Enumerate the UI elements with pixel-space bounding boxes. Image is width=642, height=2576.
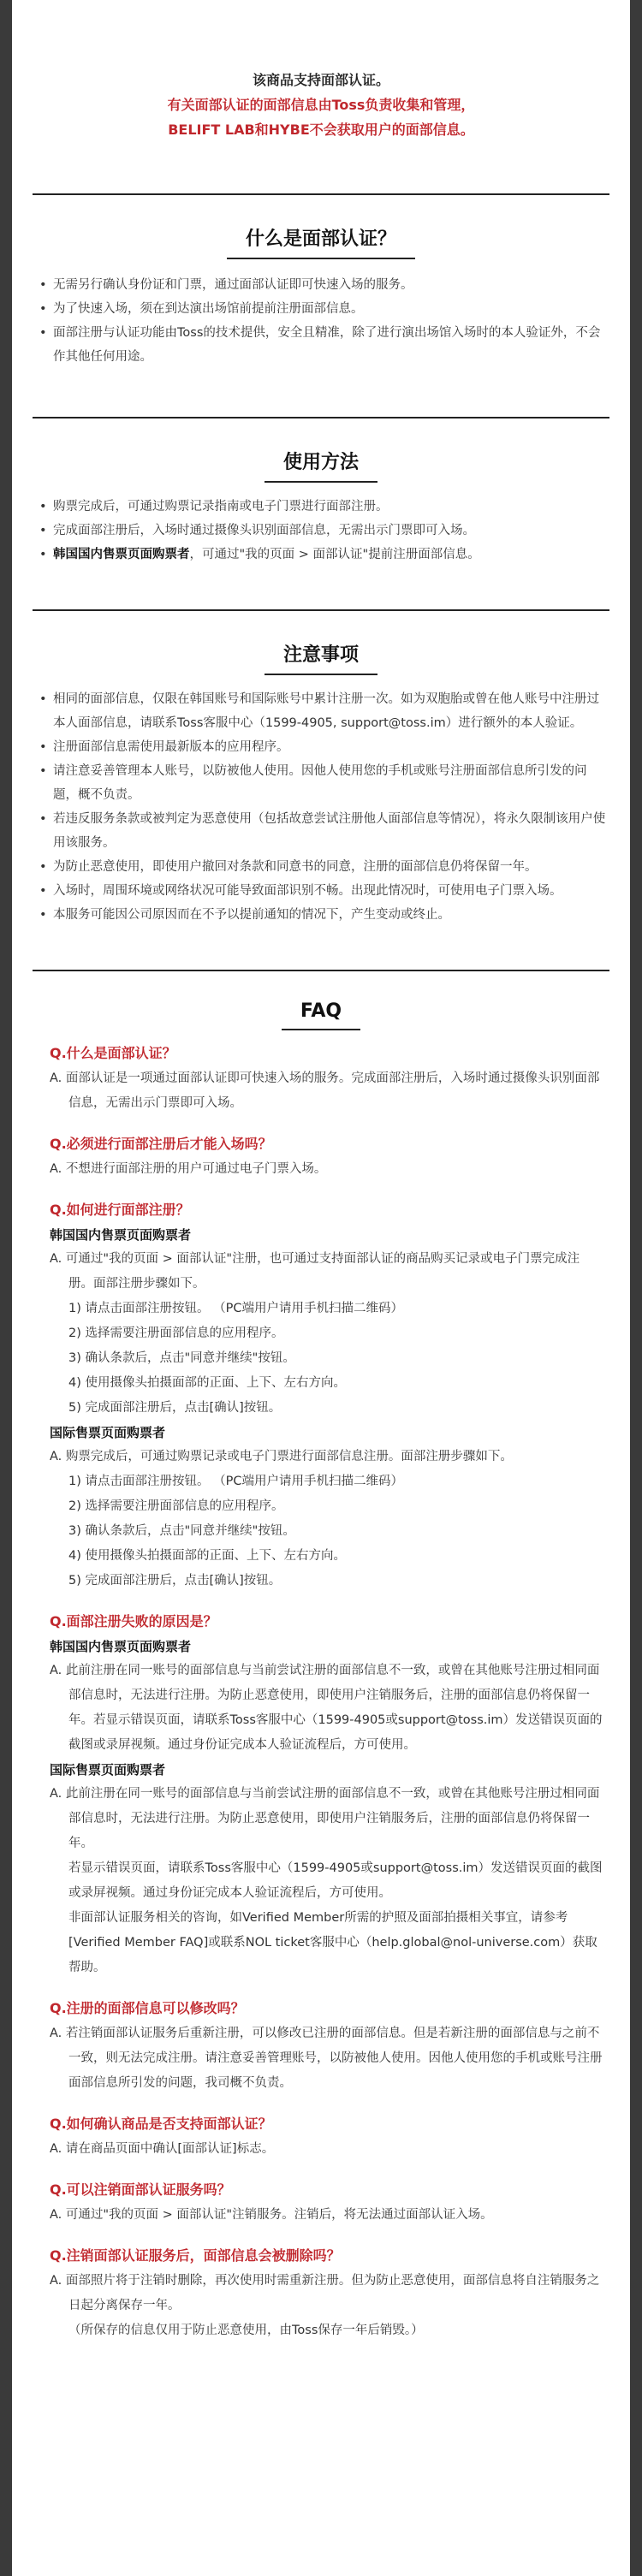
faq-step: 1) 请点击面部注册按钮。 （PC端用户请用手机扫描二维码） <box>68 1302 403 1315</box>
list-item <box>53 543 609 567</box>
faq-answer: A. 购票完成后，可通过购票记录或电子门票进行面部信息注册。面部注册步骤如下。 <box>50 1450 513 1463</box>
list-item: • 完成面部注册后，入场时通过摄像头识别面部信息，无需出示门票即可入场。 <box>53 519 609 543</box>
faq-step: 4) 使用摄像头拍摄面部的正面、上下、左右方向。 <box>68 1376 346 1390</box>
faq-question: Q.注册的面部信息可以修改吗？ <box>50 2000 245 2016</box>
faq-title-text: FAQ <box>282 1000 360 1030</box>
faq-steps <box>50 1297 604 1421</box>
section-divider <box>33 417 609 418</box>
faq-step: 5) 完成面部注册后，点击[确认]按钮。 <box>68 1401 282 1415</box>
how-list <box>12 495 630 567</box>
faq-answer: A. 此前注册在同一账号的面部信息与当前尝试注册的面部信息不一致，或曾在其他账号注册过相同面部信息时，无法进行注册。为防止恶意使用，即使用户注销服务后，注册的面部信息仍将保留一年。 <box>50 1787 600 1850</box>
faq-answer: A. 可通过"我的页面 > 面部认证"注册，也可通过支持面部认证的商品购买记录或电子门票完成注册。面部注册步骤如下。 <box>50 1252 580 1291</box>
notice-list <box>12 687 630 927</box>
faq-question: Q.必须进行面部注册后才能入场吗？ <box>50 1136 272 1152</box>
faq-question: Q.如何进行面部注册？ <box>50 1202 190 1218</box>
section-divider <box>33 609 609 611</box>
faq-step: 5) 完成面部注册后，点击[确认]按钮。 <box>68 1574 282 1588</box>
how-title-text: 使用方法 <box>265 448 377 483</box>
how-item-rest: ，可通过"我的页面 > 面部认证"提前注册面部信息。 <box>189 548 480 561</box>
faq-answer: A. 请在商品页面中确认[面部认证]标志。 <box>50 2142 275 2156</box>
what-title <box>12 224 630 259</box>
faq-answer: A. 不想进行面部注册的用户可通过电子门票入场。 <box>50 1162 327 1176</box>
section-divider <box>33 970 609 971</box>
list-item: • 为了快速入场，须在到达演出场馆前提前注册面部信息。 <box>53 297 609 321</box>
what-list <box>12 273 630 369</box>
what-title-text: 什么是面部认证？ <box>227 224 415 259</box>
faq-answer: A. 面部照片将于注销时删除，再次使用时需重新注册。但为防止恶意使用，面部信息将自注销服务之日起分离保存一年。 <box>50 2274 600 2312</box>
notice-title <box>12 640 630 675</box>
page-content <box>12 0 630 2576</box>
faq-answer: A. 若注销面部认证服务后重新注册，可以修改已注册的面部信息。但是若新注册的面部信息与之前不一致，则无法完成注册。请注意妥善管理账号，以防被他人使用。因他人使用您的手机或账号注册面部信息所引发的问题，我司概不负责。 <box>50 2027 603 2090</box>
faq-question: Q.什么是面部认证？ <box>50 1045 176 1061</box>
how-item-bold: 韩国国内售票页面购票者 <box>53 548 190 561</box>
faq-step: 3) 确认条款后，点击"同意并继续"按钮。 <box>68 1351 295 1365</box>
faq-question: Q.注销面部认证服务后，面部信息会被删除吗？ <box>50 2247 341 2264</box>
faq-step: 4) 使用摄像头拍摄面部的正面、上下、左右方向。 <box>68 1549 346 1563</box>
faq-question: Q.可以注销面部认证服务吗？ <box>50 2181 231 2198</box>
list-item: • 注册面部信息需使用最新版本的应用程序。 <box>53 735 609 759</box>
faq-answer-cont: （所保存的信息仅用于防止恶意使用，由Toss保存一年后销毁。） <box>68 2324 424 2337</box>
faq-steps <box>50 1469 604 1594</box>
intro-line-3: BELIFT LAB和HYBE不会获取用户的面部信息。 <box>168 122 474 138</box>
intro-block <box>12 68 630 142</box>
list-item: • 若违反服务条款或被判定为恶意使用（包括故意尝试注册他人面部信息等情况），将永久限制该用户使用该服务。 <box>53 807 609 855</box>
intro-line-2: 有关面部认证的面部信息由Toss负责收集和管理， <box>167 97 475 113</box>
section-divider <box>33 193 609 195</box>
faq-answer: A. 面部认证是一项通过面部认证即可快速入场的服务。完成面部注册后，入场时通过摄像头识别面部信息，无需出示门票即可入场。 <box>50 1071 600 1110</box>
how-title <box>12 448 630 483</box>
faq-subheading: 韩国国内售票页面购票者 <box>50 1639 192 1654</box>
list-item: • 面部注册与认证功能由Toss的技术提供，安全且精准，除了进行演出场馆入场时的本人验证外，不会作其他任何用途。 <box>53 321 609 369</box>
notice-title-text: 注意事项 <box>265 640 377 675</box>
faq-question: Q.如何确认商品是否支持面部认证？ <box>50 2116 272 2132</box>
list-item: • 相同的面部信息，仅限在韩国账号和国际账号中累计注册一次。如为双胞胎或曾在他人账号中注册过本人面部信息，请联系Toss客服中心（1599-4905, support@toss.im）进行额外的本人验证。 <box>53 687 609 735</box>
faq-step: 2) 选择需要注册面部信息的应用程序。 <box>68 1327 284 1340</box>
faq-subheading: 国际售票页面购票者 <box>50 1425 166 1440</box>
list-item: • 入场时，周围环境或网络状况可能导致面部识别不畅。出现此情况时，可使用电子门票入场。 <box>53 879 609 903</box>
faq-list <box>12 1041 630 2343</box>
faq-answer-cont: 若显示错误页面，请联系Toss客服中心（1599-4905或support@toss.im）发送错误页面的截图或录屏视频。通过身份证完成本人验证流程后，方可使用。 <box>68 1861 603 1900</box>
faq-title <box>12 1000 630 1030</box>
faq-answer-cont: 非面部认证服务相关的咨询，如Verified Member所需的护照及面部拍摄相关事宜，请参考[Verified Member FAQ]或联系NOL ticket客服中心（help.global@nol-universe.com）获取帮助。 <box>68 1911 597 1974</box>
faq-step: 3) 确认条款后，点击"同意并继续"按钮。 <box>68 1524 295 1538</box>
faq-question: Q.面部注册失败的原因是？ <box>50 1613 217 1629</box>
list-item: • 无需另行确认身份证和门票，通过面部认证即可快速入场的服务。 <box>53 273 609 297</box>
faq-step: 2) 选择需要注册面部信息的应用程序。 <box>68 1499 284 1513</box>
faq-answer: A. 此前注册在同一账号的面部信息与当前尝试注册的面部信息不一致，或曾在其他账号注册过相同面部信息时，无法进行注册。为防止恶意使用，即使用户注销服务后，注册的面部信息仍将保留一年。若显示错误页面，请联系Toss客服中心（1599-4905或support@toss.im）发送错误页面的截图或录屏视频。通过身份证完成本人验证流程后，方可使用。 <box>50 1664 603 1752</box>
faq-step: 1) 请点击面部注册按钮。 （PC端用户请用手机扫描二维码） <box>68 1475 403 1488</box>
faq-subheading: 国际售票页面购票者 <box>50 1762 166 1778</box>
list-item: • 购票完成后，可通过购票记录指南或电子门票进行面部注册。 <box>53 495 609 519</box>
list-item: • 为防止恶意使用，即使用户撤回对条款和同意书的同意，注册的面部信息仍将保留一年。 <box>53 855 609 879</box>
faq-subheading: 韩国国内售票页面购票者 <box>50 1227 192 1243</box>
faq-answer: A. 可通过"我的页面 > 面部认证"注销服务。注销后，将无法通过面部认证入场。 <box>50 2208 493 2222</box>
list-item: • 本服务可能因公司原因而在不予以提前通知的情况下，产生变动或终止。 <box>53 903 609 927</box>
intro-line-1: 该商品支持面部认证。 <box>252 72 389 88</box>
list-item: • 请注意妥善管理本人账号，以防被他人使用。因他人使用您的手机或账号注册面部信息所引发的问题，概不负责。 <box>53 759 609 807</box>
